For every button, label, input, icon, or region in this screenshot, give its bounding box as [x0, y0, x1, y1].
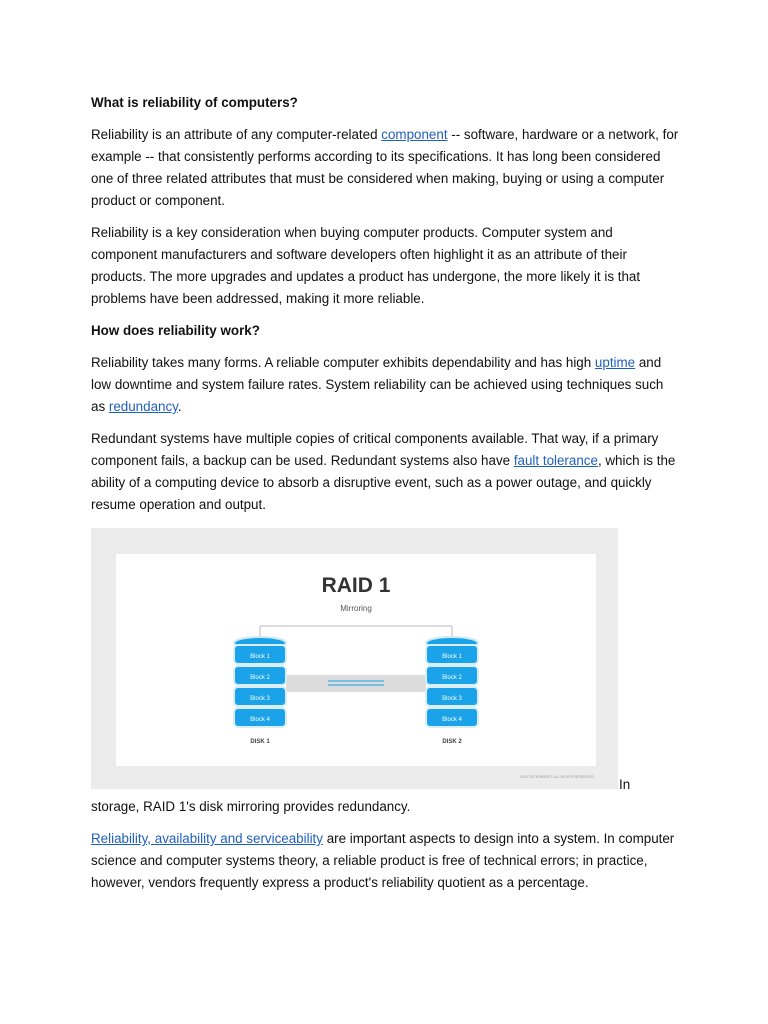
paragraph-key-consideration: Reliability is a key consideration when buying computer products. Computer system and component manufacturers and software developers often highlight it as an attribute of their products. The more upgrades and updates a product has undergone, the more likely it is that problems have been addressed, making it more reliable.	[91, 225, 641, 306]
disk-label: DISK 1	[250, 739, 270, 745]
diagram-subtitle: Mirroring	[340, 604, 372, 613]
article-body	[91, 92, 681, 904]
disk-label: DISK 2	[442, 739, 462, 745]
block-label: Block 1	[250, 654, 270, 660]
figure-row	[91, 528, 681, 796]
credit-overlay	[91, 528, 618, 789]
link-ras[interactable]: Reliability, availability and serviceability	[91, 831, 323, 846]
text: , which is the ability of a computing device to absorb a disruptive event, such as a power outage, and quickly resume operation and output.	[91, 453, 676, 512]
text: are important aspects to design into a system. In computer science and computer systems theory, a reliable product is free of technical errors; in practice, however, vendors frequently express a product's reliability quotient as a percentage.	[91, 831, 675, 890]
text: Reliability takes many forms. A reliable computer exhibits dependability and has high	[91, 355, 595, 370]
text: .	[177, 399, 182, 414]
link-redundancy[interactable]: redundancy	[108, 399, 178, 414]
paragraph-forms	[91, 352, 681, 418]
text: Reliability is an attribute of any computer-related	[91, 127, 382, 142]
heading-what-is-reliability: What is reliability of computers?	[91, 95, 298, 110]
block-label: Block 3	[442, 696, 462, 702]
heading-how-reliability-works: How does reliability work?	[91, 323, 260, 338]
caption-start: In	[619, 777, 631, 792]
link-uptime[interactable]: uptime	[594, 355, 636, 370]
figure-credit: 2019 TECHTARGET. ALL RIGHTS RESERVED	[520, 775, 594, 779]
diagram-title: RAID 1	[321, 574, 391, 597]
text: Redundant systems have multiple copies of critical components available. That way, if a primary component fails, a backup can be used. Redundant systems also have	[91, 431, 659, 468]
block-label: Block 4	[442, 717, 462, 723]
text: -- software, hardware or a network, for example -- that consistently performs according to its specifications. It has long been considered one of three related attributes that must be considered when making, buying or using a computer product or component.	[91, 127, 679, 208]
block-label: Block 3	[250, 696, 270, 702]
link-fault-tolerance[interactable]: fault tolerance	[513, 453, 598, 468]
link-component[interactable]: component	[381, 127, 448, 142]
raid1-diagram	[91, 528, 618, 789]
paragraph-ras	[91, 828, 681, 894]
text: and low downtime and system failure rates. System reliability can be achieved using techniques such as	[91, 355, 664, 414]
block-label: Block 2	[250, 675, 270, 681]
block-label: Block 2	[442, 675, 462, 681]
figure-caption: storage, RAID 1's disk mirroring provides redundancy.	[91, 799, 411, 814]
block-label: Block 1	[442, 654, 462, 660]
paragraph-redundant-systems	[91, 428, 681, 516]
block-label: Block 4	[250, 717, 270, 723]
paragraph-definition	[91, 124, 681, 212]
